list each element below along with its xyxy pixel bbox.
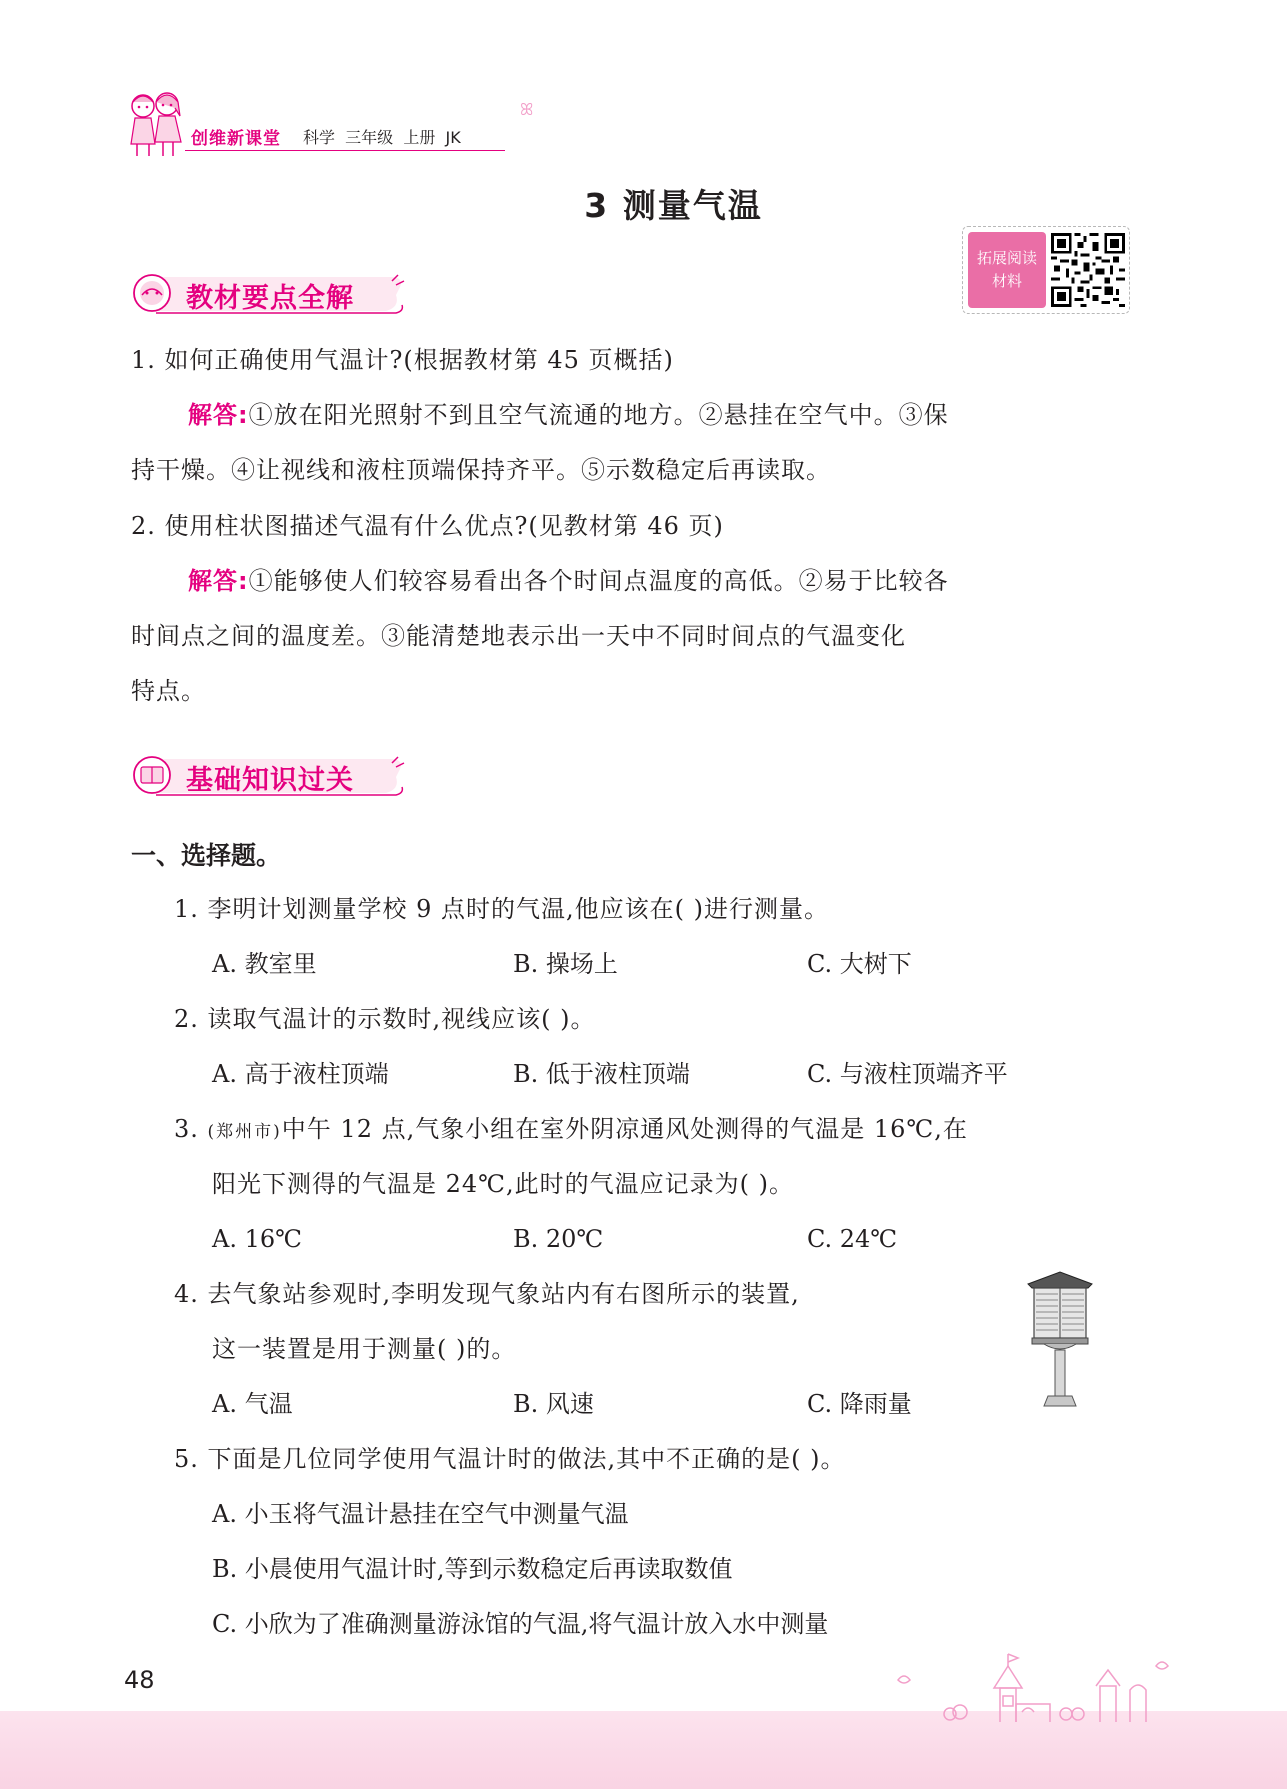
section-title-key-points: 教材要点全解 [186,283,354,314]
question-1-option-a[interactable]: A. 教室里 [212,950,317,978]
qr-code-icon[interactable] [1051,233,1125,307]
question-3-option-a[interactable]: A. 16℃ [212,1225,302,1253]
question-4-stem-cont: 这一装置是用于测量( )的。 [212,1335,517,1363]
point-2-question: 2. 使用柱状图描述气温有什么优点?(见教材第 46 页) [131,512,724,540]
page-number: 48 [124,1666,155,1694]
butterfly-icon: ꕤ [520,100,534,119]
question-3-stem [174,1113,968,1148]
question-4-option-a[interactable]: A. 气温 [212,1390,293,1418]
series-brand: 创维新课堂 [191,129,281,149]
question-number: 3. [174,1115,208,1143]
weather-instrument-shelter-image [1024,1270,1096,1408]
extended-reading-qr[interactable] [962,226,1130,314]
answer-label: 解答: [188,567,249,595]
point-2-answer-cont: 时间点之间的温度差。③能清楚地表示出一天中不同时间点的气温变化 [131,622,906,650]
question-text: 中午 12 点,气象小组在室外阴凉通风处测得的气温是 16℃,在 [281,1115,968,1143]
point-2-answer-end: 特点。 [131,677,206,705]
cartoon-kids-icon [125,88,187,158]
question-4-option-c[interactable]: C. 降雨量 [807,1390,912,1418]
question-source-tag: (郑州市) [207,1122,282,1142]
question-4-stem: 4. 去气象站参观时,李明发现气象站内有右图所示的装置, [174,1280,800,1308]
point-1-answer-cont: 持干燥。④让视线和液柱顶端保持齐平。⑤示数稳定后再读取。 [131,456,831,484]
point-1-question: 1. 如何正确使用气温计?(根据教材第 45 页概括) [131,346,674,374]
header-rule [185,150,505,151]
question-3-option-b[interactable]: B. 20℃ [513,1225,604,1253]
section-title-basics: 基础知识过关 [186,765,354,796]
point-2-answer [188,565,949,597]
question-1-option-c[interactable]: C. 大树下 [807,950,912,978]
question-5-option-b[interactable]: B. 小晨使用气温计时,等到示数稳定后再读取数值 [212,1555,733,1583]
subject-grade-info: 科学 三年级 上册 JK [303,128,461,147]
question-1-option-b[interactable]: B. 操场上 [513,950,618,978]
question-5-stem: 5. 下面是几位同学使用气温计时的做法,其中不正确的是( )。 [174,1445,846,1473]
question-3-stem-cont: 阳光下测得的气温是 24℃,此时的气温应记录为( )。 [212,1170,794,1198]
question-2-option-c[interactable]: C. 与液柱顶端齐平 [807,1060,1008,1088]
part-heading-multiple-choice: 一、选择题。 [131,841,282,870]
castle-decoration-icon [890,1646,1180,1726]
qr-label [968,232,1046,308]
answer-text: ①放在阳光照射不到且空气流通的地方。②悬挂在空气中。③保 [248,401,949,429]
question-5-option-c[interactable]: C. 小欣为了准确测量游泳馆的气温,将气温计放入水中测量 [212,1610,829,1638]
answer-text: ①能够使人们较容易看出各个时间点温度的高低。②易于比较各 [248,567,949,595]
question-3-option-c[interactable]: C. 24℃ [807,1225,898,1253]
question-5-option-a[interactable]: A. 小玉将气温计悬挂在空气中测量气温 [212,1500,629,1528]
section-banner-basics [128,753,410,799]
question-2-stem: 2. 读取气温计的示数时,视线应该( )。 [174,1005,596,1033]
qr-label-line2: 材料 [991,272,1022,290]
qr-label-line1: 拓展阅读 [976,249,1037,267]
section-banner-key-points [128,271,410,317]
question-1-stem: 1. 李明计划测量学校 9 点时的气温,他应该在( )进行测量。 [174,895,830,923]
running-header [125,82,534,162]
answer-label: 解答: [188,401,249,429]
lesson-title: 3 测量气温 [584,186,763,225]
question-2-option-a[interactable]: A. 高于液柱顶端 [212,1060,389,1088]
question-4-option-b[interactable]: B. 风速 [513,1390,594,1418]
question-2-option-b[interactable]: B. 低于液柱顶端 [513,1060,690,1088]
point-1-answer [188,399,949,431]
